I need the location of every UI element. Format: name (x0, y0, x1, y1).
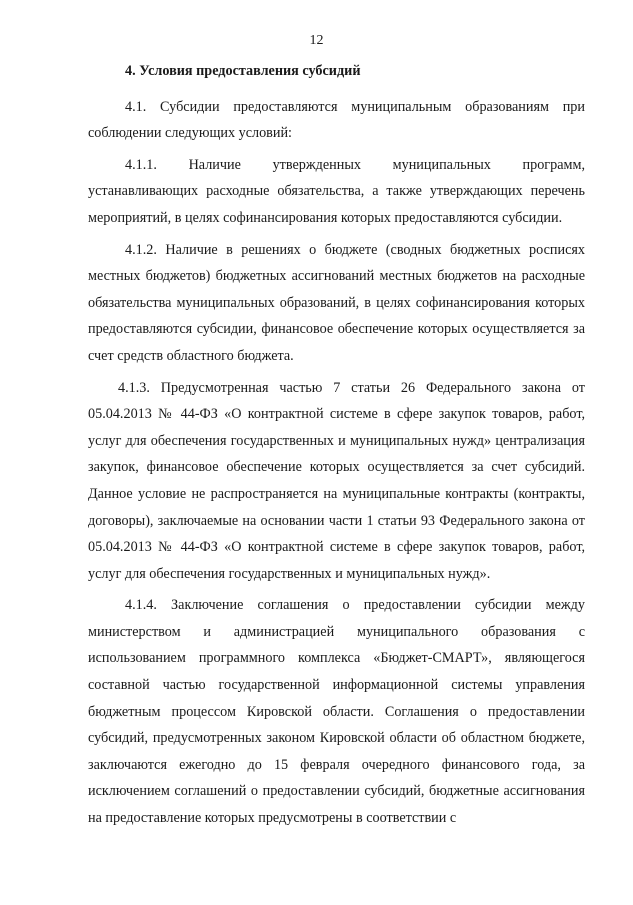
paragraph-4-1: 4.1. Субсидии предоставляются муниципальным образованиям при соблюдении следующих условий: (88, 98, 585, 142)
page-number: 12 (309, 33, 324, 48)
paragraph-4-1-3: 4.1.3. Предусмотренная частью 7 статьи 26 Федерального закона от 05.04.2013 № 44-ФЗ «О контрактной системе в сфере закупок товаров, работ, услуг для обеспечения государственных и муниципальных нужд» централизация закупок, финансовое обеспечение которых осуществляется за счет субсидий. Данное условие не распространяется на муниципальные контракты (контракты, договоры), заключаемые на основании части 1 статьи 93 Федерального закона от 05.04.2013 № 44-ФЗ «О контрактной системе в сфере закупок товаров, работ, услуг для обеспечения государственных и муниципальных нужд». (88, 379, 585, 582)
paragraph-4-1-4: 4.1.4. Заключение соглашения о предоставлении субсидии между министерством и администрацией муниципального образования с использованием программного комплекса «Бюджет-СМАРТ», являющегося составной частью государственной информационной системы управления бюджетным процессом Кировской области. Соглашения о предоставлении субсидий, предусмотренных законом Кировской области об областном бюджете, заключаются ежегодно до 15 февраля очередного финансового года, за исключением соглашений о предоставлении субсидий, бюджетные ассигнования на предоставление которых предусмотрены в соответствии с (88, 597, 585, 827)
paragraph-4-1-2: 4.1.2. Наличие в решениях о бюджете (сводных бюджетных росписях местных бюджетов) бюджетных ассигнований местных бюджетов на расходные обязательства муниципальных образований, в целях софинансирования которых предоставляются субсидии, финансовое обеспечение которых осуществляется за счет средств областного бюджета. (88, 241, 585, 364)
paragraph-4-1-1: 4.1.1. Наличие утвержденных муниципальных программ, устанавливающих расходные обязательства, а также утверждающих перечень мероприятий, в целях софинансирования которых предоставляются субсидии. (88, 156, 585, 226)
section-heading: 4. Условия предоставления субсидий (125, 63, 361, 79)
document-body (88, 58, 585, 837)
